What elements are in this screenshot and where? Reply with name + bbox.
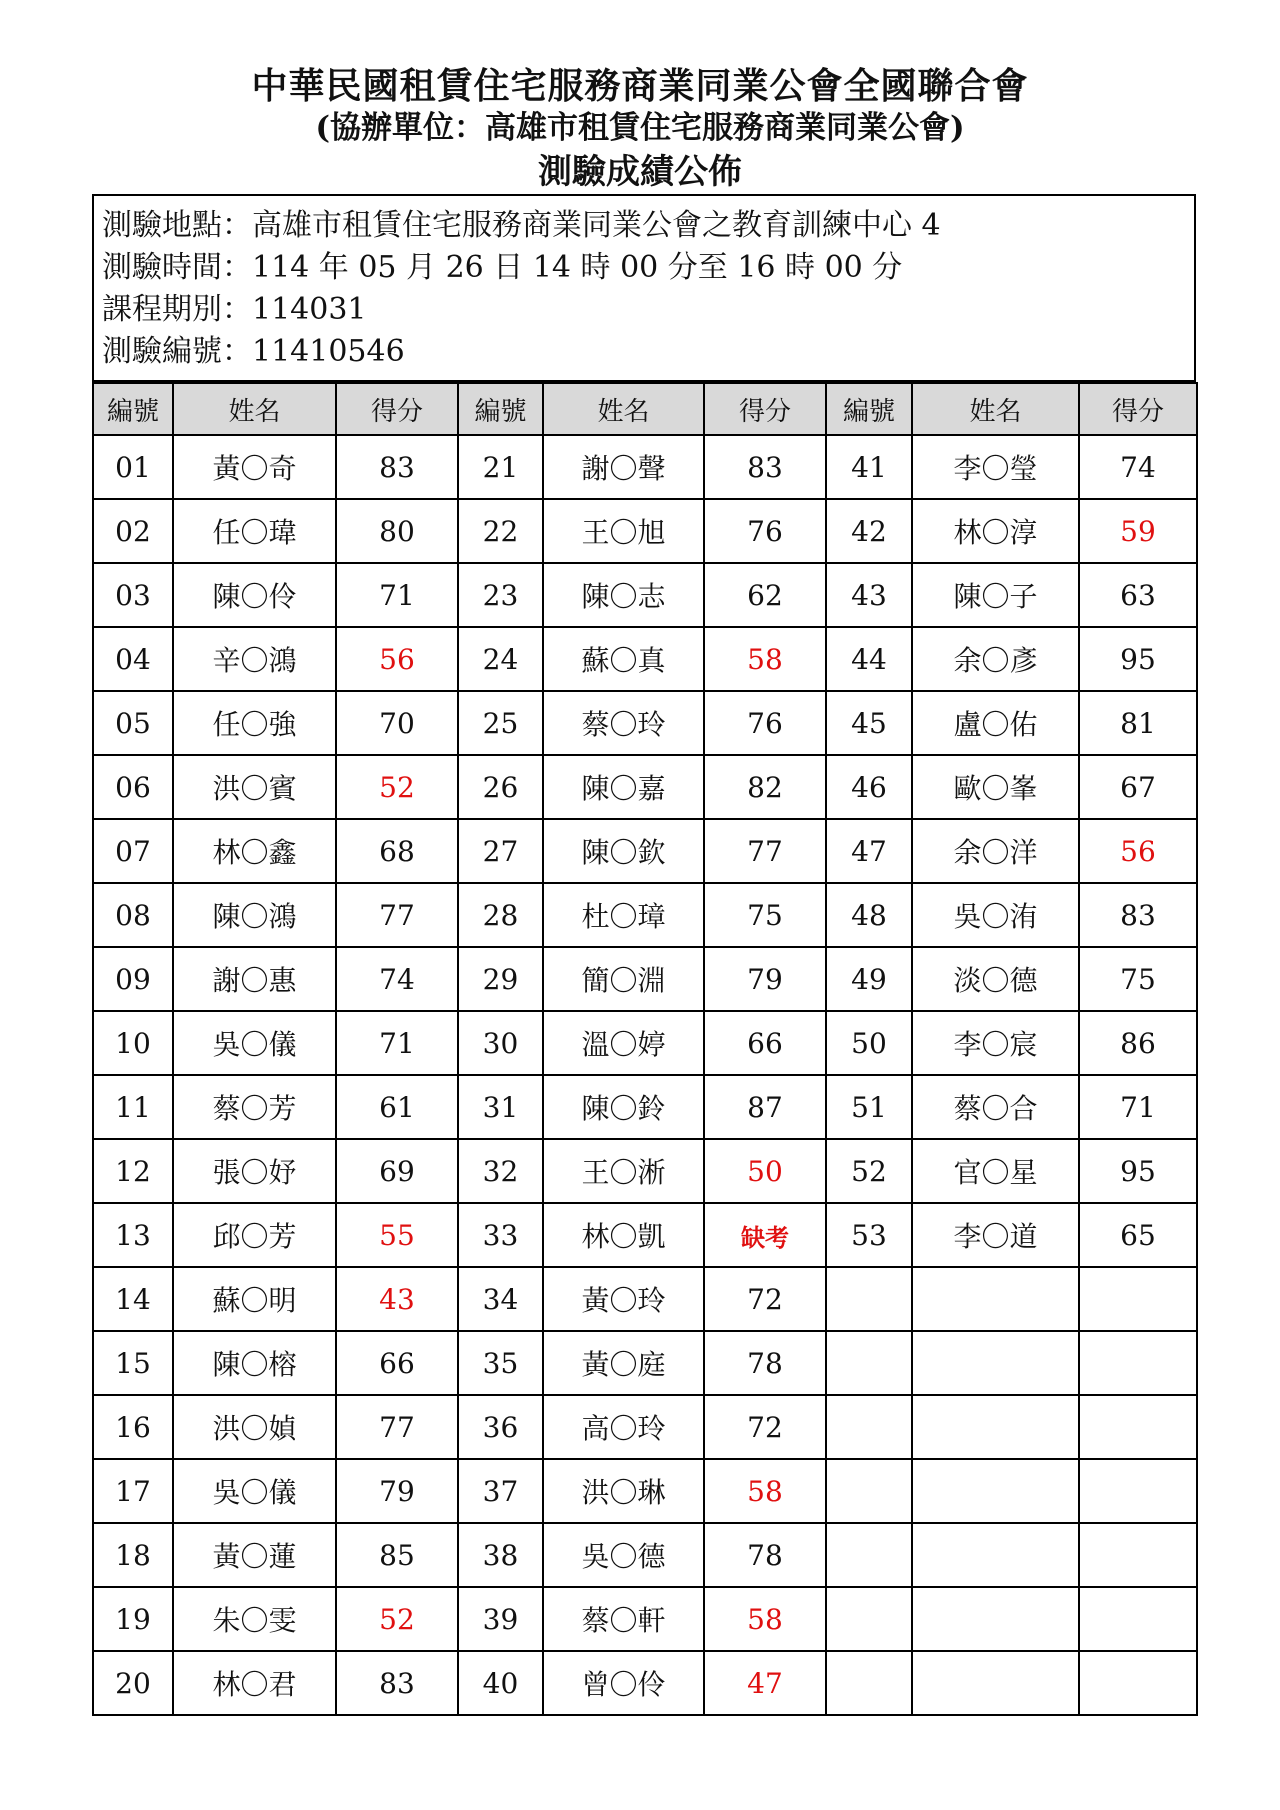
student-score: 76 [704,691,826,755]
empty-cell [912,1587,1079,1651]
empty-cell [826,1267,912,1331]
student-score: 65 [1079,1203,1197,1267]
student-no: 17 [93,1459,173,1523]
student-name: 盧〇佑 [912,691,1079,755]
student-no: 53 [826,1203,912,1267]
student-score: 71 [1079,1075,1197,1139]
student-name: 高〇玲 [543,1395,704,1459]
student-score: 81 [1079,691,1197,755]
student-name: 蔡〇芳 [173,1075,336,1139]
student-no: 44 [826,627,912,691]
student-no: 03 [93,563,173,627]
student-score: 75 [1079,947,1197,1011]
table-row [93,1651,1197,1715]
student-score: 71 [336,1011,458,1075]
student-name: 陳〇榕 [173,1331,336,1395]
student-no: 50 [826,1011,912,1075]
student-no: 21 [458,435,543,499]
student-no: 02 [93,499,173,563]
student-name: 李〇宸 [912,1011,1079,1075]
student-name: 陳〇嘉 [543,755,704,819]
empty-cell [912,1459,1079,1523]
student-score: 95 [1079,1139,1197,1203]
student-name: 蔡〇合 [912,1075,1079,1139]
student-score: 67 [1079,755,1197,819]
student-score: 85 [336,1523,458,1587]
student-score: 77 [336,1395,458,1459]
student-score: 58 [704,627,826,691]
student-name: 洪〇媜 [173,1395,336,1459]
student-score: 77 [704,819,826,883]
student-name: 蔡〇玲 [543,691,704,755]
student-no: 10 [93,1011,173,1075]
empty-cell [826,1395,912,1459]
empty-cell [912,1267,1079,1331]
student-name: 余〇彥 [912,627,1079,691]
column-header-no: 編號 [458,383,543,435]
student-score: 74 [1079,435,1197,499]
student-score: 83 [1079,883,1197,947]
student-score: 78 [704,1331,826,1395]
student-name: 王〇旭 [543,499,704,563]
student-no: 18 [93,1523,173,1587]
student-no: 39 [458,1587,543,1651]
student-name: 簡〇淵 [543,947,704,1011]
table-row [93,1075,1197,1139]
student-score: 56 [1079,819,1197,883]
student-no: 42 [826,499,912,563]
student-no: 29 [458,947,543,1011]
student-no: 25 [458,691,543,755]
student-no: 48 [826,883,912,947]
student-score: 62 [704,563,826,627]
student-score: 77 [336,883,458,947]
student-name: 任〇強 [173,691,336,755]
student-score: 47 [704,1651,826,1715]
table-row [93,947,1197,1011]
student-name: 陳〇志 [543,563,704,627]
student-name: 余〇洋 [912,819,1079,883]
student-score: 52 [336,1587,458,1651]
student-score: 52 [336,755,458,819]
empty-cell [912,1331,1079,1395]
student-score: 66 [336,1331,458,1395]
student-score: 63 [1079,563,1197,627]
empty-cell [1079,1587,1197,1651]
student-no: 07 [93,819,173,883]
table-row [93,563,1197,627]
table-row [93,1587,1197,1651]
student-no: 15 [93,1331,173,1395]
student-name: 李〇道 [912,1203,1079,1267]
student-score: 78 [704,1523,826,1587]
student-name: 陳〇子 [912,563,1079,627]
student-name: 陳〇鈴 [543,1075,704,1139]
table-row [93,1139,1197,1203]
student-score: 80 [336,499,458,563]
student-score: 70 [336,691,458,755]
empty-cell [1079,1651,1197,1715]
student-no: 52 [826,1139,912,1203]
student-name: 洪〇賓 [173,755,336,819]
table-row [93,1011,1197,1075]
document-subtitle: (協辦單位：高雄市租賃住宅服務商業同業公會) [315,110,965,146]
table-row [93,819,1197,883]
table-row [93,1459,1197,1523]
column-header-score: 得分 [704,383,826,435]
student-no: 20 [93,1651,173,1715]
exam-location: 測驗地點：高雄市租賃住宅服務商業同業公會之教育訓練中心 4 [102,208,941,243]
column-header-score: 得分 [336,383,458,435]
student-name: 邱〇芳 [173,1203,336,1267]
student-name: 蔡〇軒 [543,1587,704,1651]
student-name: 溫〇婷 [543,1011,704,1075]
student-no: 31 [458,1075,543,1139]
student-score: 79 [336,1459,458,1523]
exam-number: 測驗編號：11410546 [102,334,405,369]
column-header-name: 姓名 [543,383,704,435]
student-no: 28 [458,883,543,947]
student-score: 55 [336,1203,458,1267]
student-name: 辛〇鴻 [173,627,336,691]
exam-info-box [92,194,1196,382]
student-no: 37 [458,1459,543,1523]
student-score: 59 [1079,499,1197,563]
document-title: 中華民國租賃住宅服務商業同業公會全國聯合會 [251,65,1029,107]
student-name: 吳〇德 [543,1523,704,1587]
student-name: 陳〇鴻 [173,883,336,947]
student-no: 16 [93,1395,173,1459]
course-period: 課程期別：114031 [102,292,367,327]
student-no: 43 [826,563,912,627]
column-header-score: 得分 [1079,383,1197,435]
student-name: 王〇淅 [543,1139,704,1203]
table-row [93,1331,1197,1395]
student-name: 陳〇欽 [543,819,704,883]
student-name: 吳〇儀 [173,1011,336,1075]
student-score: 58 [704,1459,826,1523]
empty-cell [826,1459,912,1523]
student-score: 72 [704,1267,826,1331]
table-row [93,435,1197,499]
student-no: 46 [826,755,912,819]
student-no: 11 [93,1075,173,1139]
student-no: 08 [93,883,173,947]
empty-cell [1079,1523,1197,1587]
table-row [93,1395,1197,1459]
student-score: 66 [704,1011,826,1075]
student-name: 吳〇儀 [173,1459,336,1523]
student-score: 83 [336,1651,458,1715]
student-score: 95 [1079,627,1197,691]
student-name: 官〇星 [912,1139,1079,1203]
student-name: 淡〇德 [912,947,1079,1011]
student-name: 黃〇庭 [543,1331,704,1395]
table-row [93,1203,1197,1267]
student-score: 缺考 [704,1203,826,1267]
student-name: 謝〇聲 [543,435,704,499]
empty-cell [1079,1395,1197,1459]
table-row [93,883,1197,947]
student-score: 74 [336,947,458,1011]
student-no: 24 [458,627,543,691]
student-name: 朱〇雯 [173,1587,336,1651]
column-header-no: 編號 [93,383,173,435]
student-name: 歐〇峯 [912,755,1079,819]
student-name: 蘇〇真 [543,627,704,691]
column-header-name: 姓名 [173,383,336,435]
student-name: 任〇瑋 [173,499,336,563]
student-name: 李〇瑩 [912,435,1079,499]
student-no: 36 [458,1395,543,1459]
empty-cell [826,1523,912,1587]
student-score: 82 [704,755,826,819]
student-name: 黃〇蓮 [173,1523,336,1587]
empty-cell [1079,1267,1197,1331]
student-name: 林〇凱 [543,1203,704,1267]
student-score: 50 [704,1139,826,1203]
score-table [92,382,1198,1716]
student-name: 林〇淳 [912,499,1079,563]
column-header-no: 編號 [826,383,912,435]
student-no: 51 [826,1075,912,1139]
student-score: 68 [336,819,458,883]
student-name: 洪〇琳 [543,1459,704,1523]
student-score: 75 [704,883,826,947]
column-header-name: 姓名 [912,383,1079,435]
student-no: 19 [93,1587,173,1651]
student-score: 72 [704,1395,826,1459]
student-score: 71 [336,563,458,627]
student-name: 謝〇惠 [173,947,336,1011]
student-no: 49 [826,947,912,1011]
student-name: 林〇君 [173,1651,336,1715]
student-name: 黃〇玲 [543,1267,704,1331]
empty-cell [826,1587,912,1651]
student-no: 32 [458,1139,543,1203]
student-no: 34 [458,1267,543,1331]
student-score: 79 [704,947,826,1011]
student-name: 蘇〇明 [173,1267,336,1331]
student-score: 83 [336,435,458,499]
empty-cell [1079,1459,1197,1523]
student-score: 76 [704,499,826,563]
table-row [93,1523,1197,1587]
empty-cell [912,1651,1079,1715]
student-name: 張〇妤 [173,1139,336,1203]
student-no: 05 [93,691,173,755]
exam-time: 測驗時間：114 年 05 月 26 日 14 時 00 分至 16 時 00 分 [102,250,903,285]
student-no: 09 [93,947,173,1011]
table-header-row [93,383,1197,435]
student-no: 45 [826,691,912,755]
student-score: 56 [336,627,458,691]
student-no: 06 [93,755,173,819]
student-name: 黃〇奇 [173,435,336,499]
student-no: 38 [458,1523,543,1587]
student-no: 27 [458,819,543,883]
student-score: 87 [704,1075,826,1139]
student-no: 40 [458,1651,543,1715]
student-name: 曾〇伶 [543,1651,704,1715]
student-name: 陳〇伶 [173,563,336,627]
student-name: 林〇鑫 [173,819,336,883]
empty-cell [1079,1331,1197,1395]
student-no: 41 [826,435,912,499]
student-no: 01 [93,435,173,499]
student-no: 35 [458,1331,543,1395]
student-name: 吳〇洧 [912,883,1079,947]
student-score: 83 [704,435,826,499]
student-score: 43 [336,1267,458,1331]
student-no: 22 [458,499,543,563]
empty-cell [826,1331,912,1395]
student-no: 12 [93,1139,173,1203]
table-row [93,499,1197,563]
empty-cell [912,1523,1079,1587]
table-row [93,627,1197,691]
empty-cell [826,1651,912,1715]
student-name: 杜〇璋 [543,883,704,947]
student-no: 13 [93,1203,173,1267]
table-row [93,755,1197,819]
student-no: 04 [93,627,173,691]
student-no: 47 [826,819,912,883]
document-heading: 測驗成績公佈 [538,152,742,192]
student-no: 23 [458,563,543,627]
student-no: 30 [458,1011,543,1075]
student-score: 61 [336,1075,458,1139]
empty-cell [912,1395,1079,1459]
student-no: 14 [93,1267,173,1331]
student-score: 58 [704,1587,826,1651]
table-row [93,691,1197,755]
student-score: 69 [336,1139,458,1203]
student-no: 26 [458,755,543,819]
student-no: 33 [458,1203,543,1267]
table-row [93,1267,1197,1331]
student-score: 86 [1079,1011,1197,1075]
